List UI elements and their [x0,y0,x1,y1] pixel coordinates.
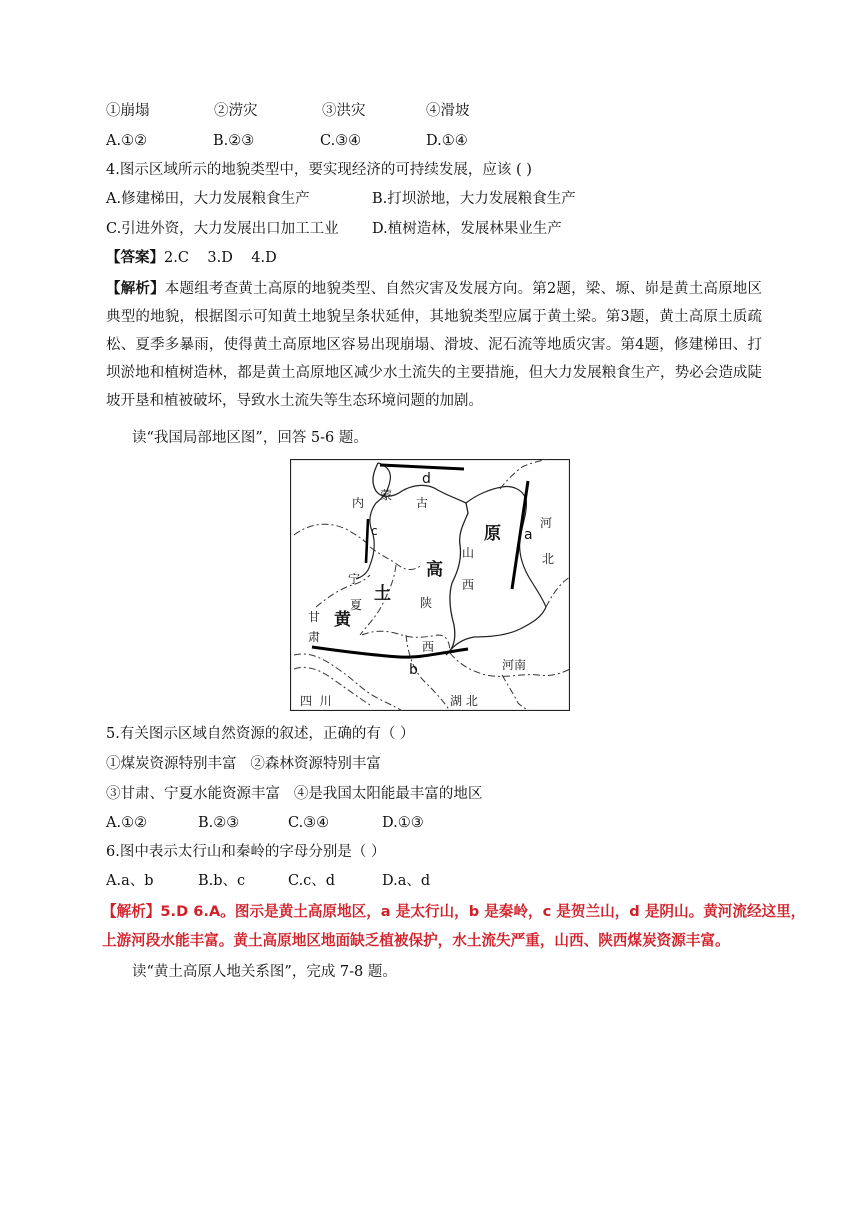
q3-option-1: ①崩塌 [106,103,150,119]
read-relation-instruction: 读“黄土高原人地关系图”，完成 7-8 题。 [132,964,397,980]
map-label-bei: 北 [542,552,555,566]
map-label-gan: 甘 [308,610,321,624]
q6-choices-row [106,871,430,891]
q3-choice-a: A.①② [106,133,148,149]
q5-statement-1: ①煤炭资源特别丰富 ②森林资源特别丰富 [106,756,381,772]
q6-choice-d: D.a、d [382,873,431,889]
q5-stem: 5.有关图示区域自然资源的叙述，正确的有（ ） [106,726,415,742]
map-label-shan: 山 [462,546,475,560]
regional-map-figure [290,459,570,711]
map-label-gao: 高 [426,560,443,580]
analysis-red-line-2: 上游河段水能丰富。黄土高原地区地面缺乏植被保护，水土流失严重，山西、陕西煤炭资源丰富。 [102,932,730,949]
map-label-a: a [524,527,533,543]
map-label-tu: 土 [374,584,391,604]
q5-choice-d: D.①③ [382,815,424,831]
q5-choice-c: C.③④ [288,815,330,831]
q3-choices-row [106,131,468,151]
map-label-xia: 夏 [350,598,363,612]
map-label-b: b [409,662,418,678]
q5-choice-a: A.①② [106,815,148,831]
map-label-shaan: 陕 [420,596,433,610]
q3-options-row [106,101,470,121]
q4-choice-c: C.引进外资，大力发展出口加工工业 [106,221,339,237]
map-label-he: 河 [540,516,553,530]
q3-choice-c: C.③④ [320,133,362,149]
q5-choice-b: B.②③ [198,815,240,831]
q6-choice-a: A.a、b [106,873,154,889]
map-label-su: 肃 [308,630,321,644]
map-label-henan: 河南 [502,658,527,672]
map-label-ning: 宁 [348,572,361,586]
answer-label: 【答案】 [106,249,164,266]
map-label-gu: 古 [416,496,429,510]
q4-choice-b: B.打坝淤地，大力发展粮食生产 [372,191,576,207]
q3-option-4: ④滑坡 [426,103,470,119]
map-label-huang: 黄 [334,610,351,630]
map-label-meng: 蒙 [380,488,393,502]
map-label-xi2: 西 [422,640,435,654]
map-label-sichuan: 四 川 [300,694,332,708]
q3-option-3: ③洪灾 [322,103,366,119]
q6-choice-b: B.b、c [198,873,246,889]
map-label-c: c [371,524,378,538]
analysis-label: 【解析】 [106,280,165,297]
q4-stem: 4.图示区域所示的地貌类型中，要实现经济的可持续发展，应该 ( ) [106,162,532,178]
q6-choice-c: C.c、d [288,873,336,889]
q3-choice-b: B.②③ [213,133,255,149]
q5-statement-2: ③甘肃、宁夏水能资源丰富 ④是我国太阳能最丰富的地区 [106,786,483,802]
analysis-red-line-1: 【解析】5.D 6.A。图示是黄土高原地区，a 是太行山，b 是秦岭，c 是贺兰山，d 是阴山。黄河流经这里， [102,903,806,920]
answer-line [106,248,277,268]
map-frame [291,460,570,711]
q5-choices-row [106,813,424,833]
q6-stem: 6.图中表示太行山和秦岭的字母分别是（ ） [106,844,386,860]
q4-row-cd [106,219,562,239]
answer-text: 2.C 3.D 4.D [164,250,277,266]
q3-choice-d: D.①④ [426,133,468,149]
read-map-instruction: 读“我国局部地区图”，回答 5-6 题。 [132,430,368,446]
map-label-yuan: 原 [484,524,501,544]
map-label-d: d [422,471,431,487]
q4-row-ab [106,189,576,209]
map-label-hubei: 湖 北 [450,694,478,708]
q4-choice-a: A.修建梯田，大力发展粮食生产 [106,191,310,207]
map-label-xi1: 西 [462,578,475,592]
analysis-text: 本题组考查黄土高原的地貌类型、自然灾害及发展方向。第2题，梁、塬、峁是黄土高原地区典型的地貌，根据图示可知黄土地貌呈条状延伸，其地貌类型应属于黄土梁。第3题，黄土高原土质疏松、夏季多暴雨，使得黄土高原地区容易出现崩塌、滑坡、泥石流等地质灾害。第4题，修建梯田、打坝淤地和植树造林，都是黄土高原地区减少水土流失的主要措施，但大力发展粮食生产，势必会造成陡坡开垦和植被破坏，导致水土流失等生态环境问题的加剧。 [106,281,762,409]
q4-choice-d: D.植树造林，发展林果业生产 [372,221,562,237]
map-label-nei: 内 [352,496,365,510]
analysis-paragraph [106,275,762,415]
q3-option-2: ②涝灾 [214,103,258,119]
